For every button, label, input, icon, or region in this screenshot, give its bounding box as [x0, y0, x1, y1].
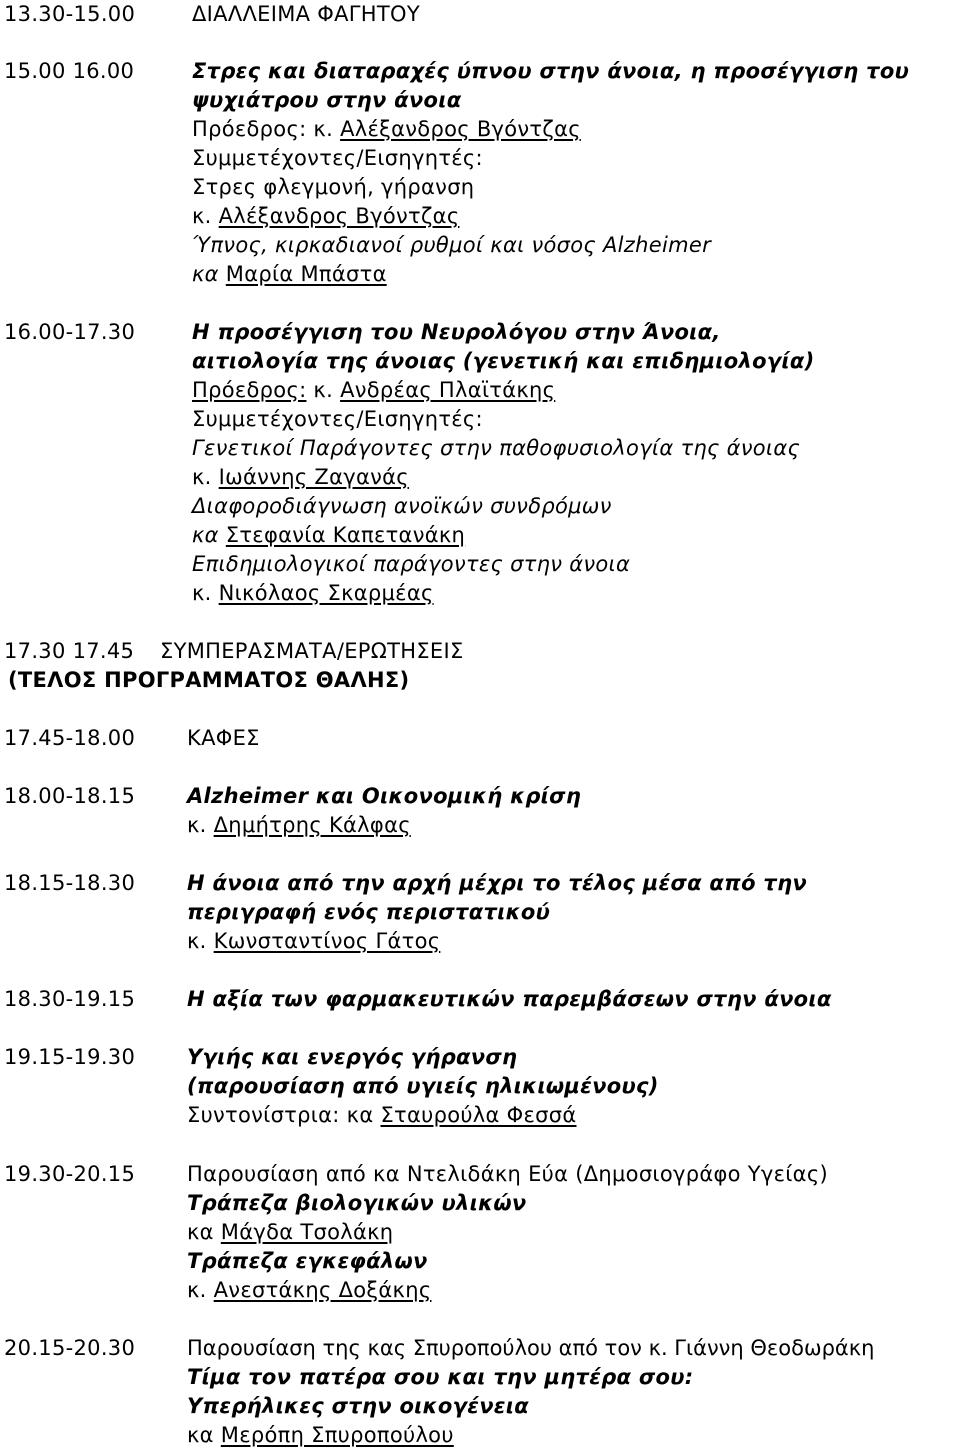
chair-line: Πρόεδρος: κ. Ανδρέας Πλαϊτάκης [192, 378, 556, 402]
time-slot: 19.30-20.15 [4, 1162, 136, 1186]
talk-speaker: κα Μάγδα Τσολάκη [187, 1220, 394, 1244]
person-link[interactable]: Ανεστάκης Δοξάκης [213, 1278, 432, 1302]
time-slot: 17.30 17.45 [4, 639, 135, 663]
session-title: ψυχιάτρου στην άνοια [192, 88, 462, 112]
talk-speaker: κ. Κωνσταντίνος Γάτος [187, 929, 441, 953]
session-title: ΣΥΜΠΕΡΑΣΜΑΤΑ/ΕΡΩΤΗΣΕΙΣ [160, 639, 464, 663]
person-link[interactable]: Στεφανία Καπετανάκη [225, 523, 466, 547]
talk-topic: Επιδημιολογικοί παράγοντες στην άνοια [192, 552, 631, 576]
session-title: Υπερήλικες στην οικογένεια [187, 1394, 530, 1418]
person-link[interactable]: Μάγδα Τσολάκη [220, 1220, 394, 1244]
person-link[interactable]: Ανδρέας Πλαϊτάκης [340, 378, 556, 402]
time-slot: 13.30-15.00 [4, 2, 136, 26]
session-title: Η προσέγγιση του Νευρολόγου στην Άνοια, [192, 320, 721, 344]
talk-speaker: κα Μαρία Μπάστα [192, 262, 387, 286]
session-intro: Παρουσίαση από κα Ντελιδάκη Εύα (Δημοσιογράφο Υγείας) [187, 1162, 828, 1186]
time-slot: 17.45-18.00 [4, 726, 136, 750]
person-link[interactable]: Δημήτρης Κάλφας [213, 813, 411, 837]
talk-speaker: κα Στεφανία Καπετανάκη [192, 523, 466, 547]
speakers-label: Συμμετέχοντες/Εισηγητές: [192, 407, 483, 431]
session-title: (παρουσίαση από υγιείς ηλικιωμένους) [187, 1074, 659, 1098]
time-slot: 18.00-18.15 [4, 784, 136, 808]
session-title: ΔΙΑΛΛΕΙΜΑ ΦΑΓΗΤΟΥ [192, 2, 420, 26]
chair-line: Πρόεδρος: κ. Αλέξανδρος Βγόντζας [192, 117, 581, 141]
person-link[interactable]: Νικόλαος Σκαρμέας [218, 581, 434, 605]
session-title: περιγραφή ενός περιστατικού [187, 900, 551, 924]
time-slot: 20.15-20.30 [4, 1336, 136, 1360]
talk-speaker: κ. Ανεστάκης Δοξάκης [187, 1278, 432, 1302]
coordinator-line: Συντονίστρια: κα Σταυρούλα Φεσσά [187, 1103, 577, 1127]
session-title: Alzheimer και Οικονομική κρίση [187, 784, 582, 808]
talk-topic: Ύπνος, κιρκαδιανοί ρυθμοί και νόσος Alzheimer [192, 233, 711, 257]
person-link[interactable]: Σταυρούλα Φεσσά [380, 1103, 577, 1127]
time-slot: 19.15-19.30 [4, 1045, 136, 1069]
person-link[interactable]: Κωνσταντίνος Γάτος [213, 929, 441, 953]
session-title: Υγιής και ενεργός γήρανση [187, 1045, 518, 1069]
session-title: Τράπεζα εγκεφάλων [187, 1249, 428, 1273]
session-title: ΚΑΦΕΣ [187, 726, 260, 750]
session-title: Η άνοια από την αρχή μέχρι το τέλος μέσα από την [187, 871, 807, 895]
session-title: Τίμα τον πατέρα σου και την μητέρα σου: [187, 1365, 694, 1389]
session-intro: Παρουσίαση της κας Σπυροπούλου από τον κ. Γιάννη Θεοδωράκη [187, 1336, 875, 1360]
session-title: Τράπεζα βιολογικών υλικών [187, 1191, 527, 1215]
talk-topic: Στρες φλεγμονή, γήρανση [192, 175, 475, 199]
program-end-note: (ΤΕΛΟΣ ΠΡΟΓΡΑΜΜΑΤΟΣ ΘΑΛΗΣ) [8, 668, 410, 692]
person-link[interactable]: Ιωάννης Ζαγανάς [218, 465, 409, 489]
person-link[interactable]: Αλέξανδρος Βγόντζας [218, 204, 460, 228]
time-slot: 18.15-18.30 [4, 871, 136, 895]
session-title: αιτιολογία της άνοιας (γενετική και επιδημιολογία) [192, 349, 815, 373]
talk-speaker: κ. Νικόλαος Σκαρμέας [192, 581, 434, 605]
session-title: Στρες και διαταραχές ύπνου στην άνοια, η προσέγγιση του [192, 59, 910, 83]
talk-speaker: κ. Δημήτρης Κάλφας [187, 813, 411, 837]
speakers-label: Συμμετέχοντες/Εισηγητές: [192, 146, 483, 170]
talk-speaker: κα Μερόπη Σπυροπούλου [187, 1423, 454, 1447]
time-slot: 15.00 16.00 [4, 59, 135, 83]
talk-topic: Γενετικοί Παράγοντες στην παθοφυσιολογία της άνοιας [192, 436, 801, 460]
person-link[interactable]: Μαρία Μπάστα [225, 262, 387, 286]
talk-speaker: κ. Ιωάννης Ζαγανάς [192, 465, 409, 489]
session-title: Η αξία των φαρμακευτικών παρεμβάσεων στην άνοια [187, 987, 832, 1011]
time-slot: 16.00-17.30 [4, 320, 136, 344]
person-link[interactable]: Αλέξανδρος Βγόντζας [340, 117, 581, 141]
person-link[interactable]: Μερόπη Σπυροπούλου [220, 1423, 454, 1447]
time-slot: 18.30-19.15 [4, 987, 136, 1011]
talk-speaker: κ. Αλέξανδρος Βγόντζας [192, 204, 460, 228]
talk-topic: Διαφοροδιάγνωση ανοϊκών συνδρόμων [192, 494, 612, 518]
